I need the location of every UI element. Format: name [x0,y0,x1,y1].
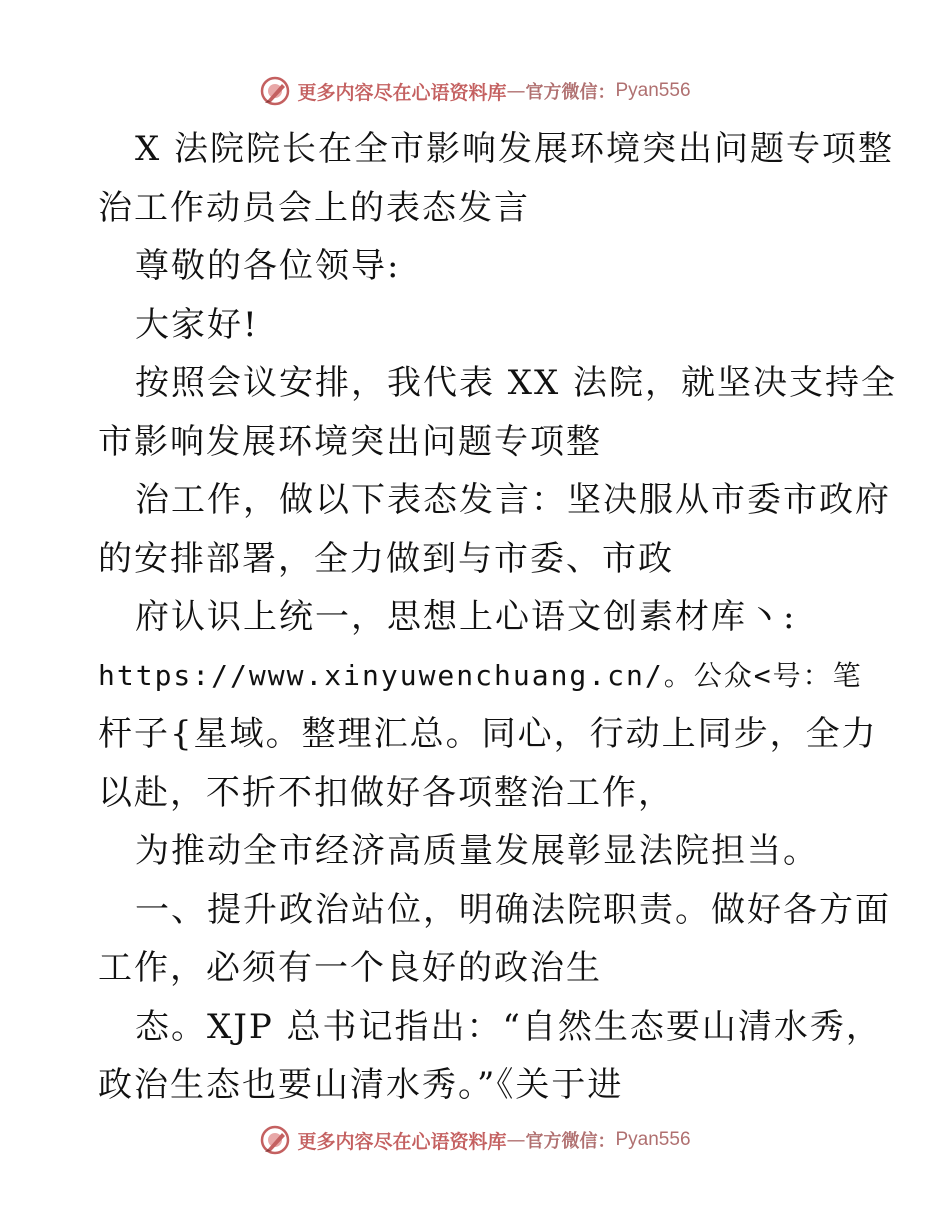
paragraph-line: 治工作，做以下表态发言：坚决服从市委市政府 [135,480,891,520]
document-body [98,120,898,1115]
paragraph-line: 为推动全市经济高质量发展彰显法院担当。 [135,831,819,871]
paragraph-line: 的安排部署，全力做到与市委、市政 [98,538,674,579]
document-title-line-2: 治工作动员会上的表态发言 [98,187,530,228]
url-line: https://www.xinyuwenchuang.cn/。公众<号：笔 [98,658,863,692]
pen-logo-icon [259,1124,291,1156]
header-banner-text: 更多内容尽在心语资料库 [297,81,507,104]
header-banner-separator: — [506,80,526,102]
footer-banner-wechat-label: 官方微信： [525,1131,616,1152]
header-watermark-banner [0,71,950,111]
section-heading-line: 一、提升政治站位，明确法院职责。做好各方面 [135,889,891,930]
paragraph-line: 政治生态也要山清水秀。”《关于进 [98,1065,624,1105]
paragraph-line: 按照会议安排，我代表 XX 法院，就坚决支持全 [135,363,898,403]
footer-banner-wechat-id: Pyan556 [615,1129,691,1150]
paragraph-line: 杆子{星域。整理汇总。同心，行动上同步，全力 [98,714,878,754]
footer-watermark-banner [0,1120,950,1160]
footer-banner-text: 更多内容尽在心语资料库 [297,1130,507,1153]
pen-logo-icon [259,75,291,107]
paragraph-line: 工作，必须有一个良好的政治生 [98,948,602,988]
paragraph-line: 态。XJP 总书记指出：“自然生态要山清水秀， [135,1006,882,1047]
paragraph-line: 以赴，不折不扣做好各项整治工作， [98,772,674,813]
header-banner-wechat-label: 官方微信： [525,82,616,103]
paragraph-line: 府认识上统一，思想上心语文创素材库丶: [135,597,797,637]
greeting: 大家好! [135,304,259,345]
document-title-line-1: X 法院院长在全市影响发展环境突出问题专项整 [135,129,895,169]
footer-banner-separator: — [506,1129,526,1151]
salutation: 尊敬的各位领导: [135,246,401,286]
paragraph-line: 市影响发展环境突出问题专项整 [98,421,602,462]
header-banner-wechat-id: Pyan556 [615,80,691,101]
